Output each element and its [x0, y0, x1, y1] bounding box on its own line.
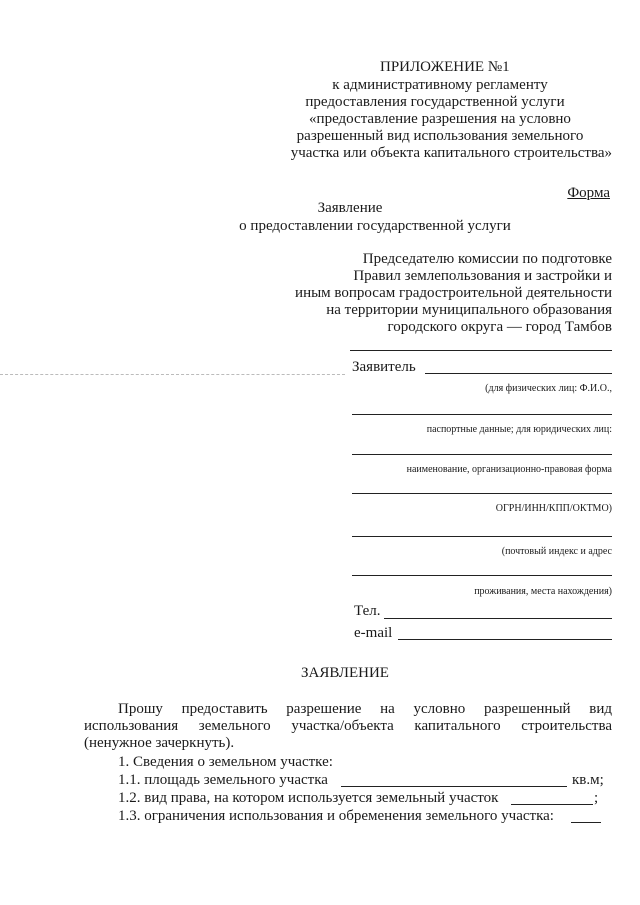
- appendix-title: ПРИЛОЖЕНИЕ №1: [380, 59, 510, 75]
- item-1: 1. Сведения о земельном участке:: [118, 754, 333, 770]
- applicant-hint-4: ОГРН/ИНН/КПП/ОКТМО): [495, 503, 612, 514]
- applicant-field-2[interactable]: [352, 414, 612, 415]
- addressee-line-5: городского округа — город Тамбов: [387, 319, 612, 335]
- statement-para-line-1: Прошу предоставить разрешение на условно разрешенный вид: [118, 701, 612, 717]
- item-1-1: 1.1. площадь земельного участка: [118, 772, 328, 788]
- appendix-line-1: к административному регламенту: [332, 77, 548, 93]
- applicant-field-6[interactable]: [352, 575, 612, 576]
- addressee-line-2: Правил землепользования и застройки и: [353, 268, 612, 284]
- restrictions-field[interactable]: [571, 822, 601, 823]
- statement-para-line-3: (ненужное зачеркнуть).: [84, 735, 235, 751]
- area-unit: кв.м;: [572, 772, 604, 788]
- statement-para-line-2: использования земельного участка/объекта капитального строительства: [84, 718, 612, 734]
- applicant-hint-6: проживания, места нахождения): [474, 586, 612, 597]
- applicant-hint-5: (почтовый индекс и адрес: [501, 546, 612, 557]
- item-1-2: 1.2. вид права, на котором используется земельный участок: [118, 790, 499, 806]
- applicant-line-top: [350, 350, 612, 351]
- doc-title: Заявление: [317, 200, 383, 216]
- appendix-line-4: разрешенный вид использования земельного: [296, 128, 584, 144]
- applicant-field-4[interactable]: [352, 493, 612, 494]
- scan-artifact-line: [0, 374, 345, 375]
- addressee-line-3: иным вопросам градостроительной деятельности: [295, 285, 612, 301]
- appendix-line-3: «предоставление разрешения на условно: [309, 111, 571, 127]
- addressee-line-1: Председателю комиссии по подготовке: [362, 251, 612, 267]
- form-label: Форма: [567, 185, 610, 201]
- statement-heading: ЗАЯВЛЕНИЕ: [301, 665, 389, 681]
- appendix-line-5: участка или объекта капитального строительства»: [290, 145, 612, 161]
- applicant-field-5[interactable]: [352, 536, 612, 537]
- addressee-line-4: на территории муниципального образования: [326, 302, 612, 318]
- area-field[interactable]: [341, 786, 567, 787]
- applicant-field-3[interactable]: [352, 454, 612, 455]
- item-1-3: 1.3. ограничения использования и обременения земельного участка:: [118, 808, 554, 824]
- applicant-hint-3: наименование, организационно-правовая форма: [406, 464, 612, 475]
- applicant-hint-2: паспортные данные; для юридических лиц:: [426, 424, 612, 435]
- email-field[interactable]: [398, 639, 612, 640]
- appendix-line-2: предоставления государственной услуги: [305, 94, 565, 110]
- applicant-name-field[interactable]: [425, 373, 612, 374]
- doc-subtitle: о предоставлении государственной услуги: [239, 218, 511, 234]
- phone-field[interactable]: [384, 618, 612, 619]
- email-label: e-mail: [354, 625, 393, 641]
- item-1-2-end: ;: [594, 790, 599, 806]
- applicant-hint-1: (для физических лиц: Ф.И.О.,: [485, 383, 612, 394]
- applicant-label: Заявитель: [352, 359, 416, 375]
- right-type-field[interactable]: [511, 804, 593, 805]
- phone-label: Тел.: [354, 603, 381, 619]
